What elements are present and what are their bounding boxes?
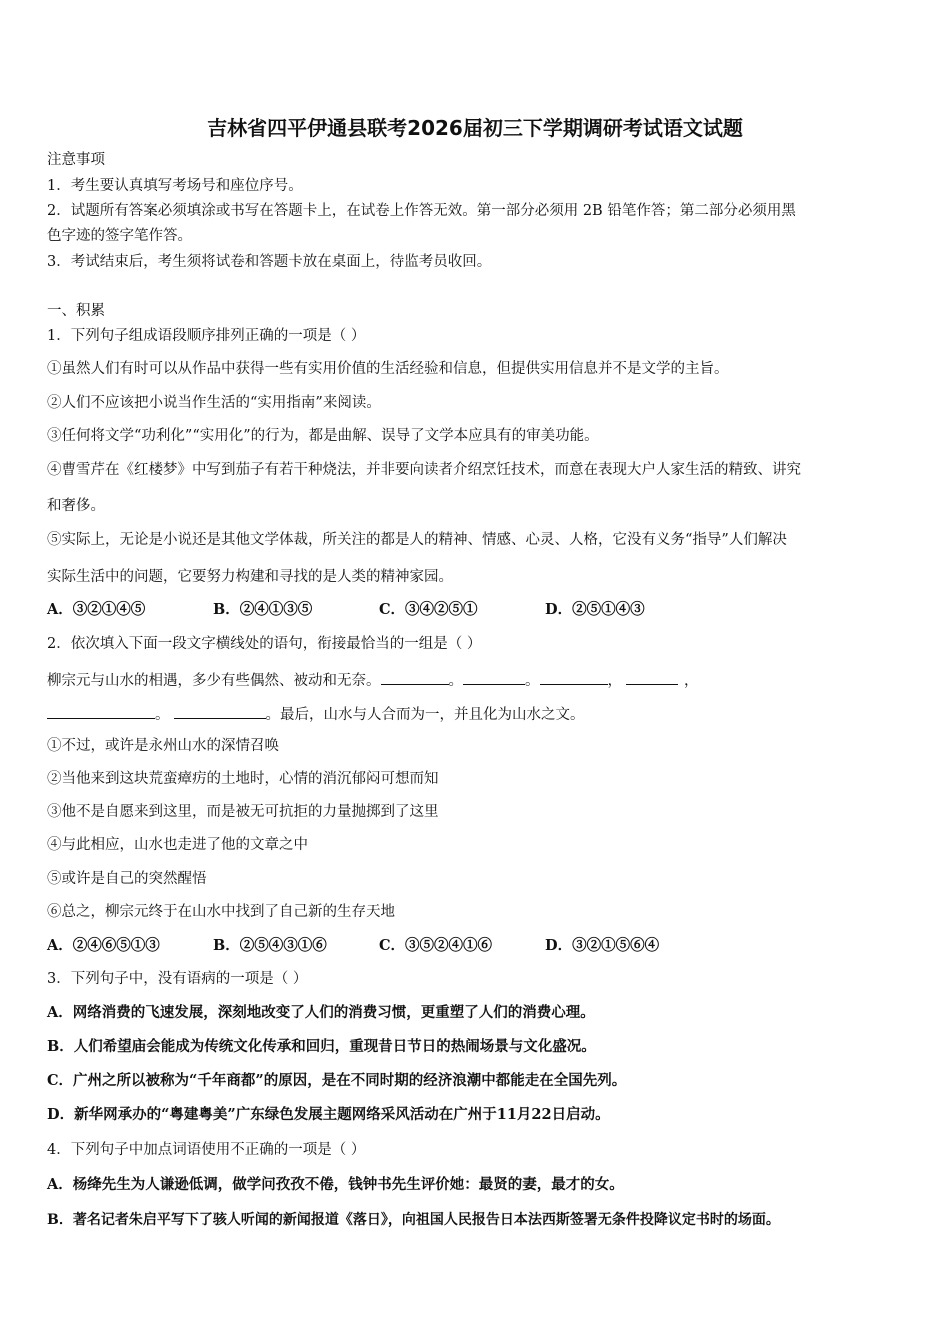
- q1-sentence: 和奢侈。: [47, 498, 105, 514]
- q4-option-b[interactable]: B．著名记者朱启平写下了骇人听闻的新闻报道《落日》，向祖国人民报告日本法西斯签署无条件投降议定书时的场面。: [47, 1212, 780, 1228]
- q2-stem: 2．依次填入下面一段文字横线处的语句，衔接最恰当的一组是（ ）: [47, 636, 482, 652]
- q2-option-c[interactable]: C．③⑤②④①⑥: [379, 937, 493, 954]
- separator: 。: [525, 673, 540, 689]
- q1-option-a[interactable]: A．③②①④⑤: [47, 601, 146, 618]
- separator: ，: [607, 673, 622, 689]
- fill-blank[interactable]: [381, 670, 449, 685]
- q3-option-c[interactable]: C．广州之所以被称为“千年商都”的原因，是在不同时期的经济浪潮中都能走在全国先列。: [47, 1072, 627, 1089]
- q2-passage-start: 柳宗元与山水的相遇，多少有些偶然、被动和无奈。: [47, 673, 381, 689]
- q2-item: ④与此相应，山水也走进了他的文章之中: [47, 837, 308, 853]
- q2-passage-line1: [47, 670, 699, 691]
- notice-item: 2．试题所有答案必须填涂或书写在答题卡上，在试卷上作答无效。第一部分必须用 2B 铅笔作答；第二部分必须用黑: [47, 203, 796, 219]
- q2-option-b[interactable]: B．②⑤④③①⑥: [213, 937, 327, 954]
- q2-item: ②当他来到这块荒蛮瘴疠的土地时，心情的消沉郁闷可想而知: [47, 771, 439, 787]
- q3-option-d[interactable]: D．新华网承办的“粤建粤美”广东绿色发展主题网络采风活动在广州于11月22日启动。: [47, 1106, 610, 1123]
- q3-option-a[interactable]: A．网络消费的飞速发展，深刻地改变了人们的消费习惯，更重塑了人们的消费心理。: [47, 1004, 595, 1021]
- q2-option-d[interactable]: D．③②①⑤⑥④: [545, 937, 660, 954]
- fill-blank[interactable]: [463, 670, 525, 685]
- q2-item: ③他不是自愿来到这里，而是被无可抗拒的力量抛掷到了这里: [47, 804, 439, 820]
- separator: 。: [448, 673, 463, 689]
- q1-option-d[interactable]: D．②⑤①④③: [545, 601, 645, 618]
- section-heading: 一、积累: [47, 303, 105, 319]
- q1-sentence: ②人们不应该把小说当作生活的“实用指南”来阅读。: [47, 395, 381, 411]
- q1-sentence: ④曹雪芹在《红楼梦》中写到茄子有若干种烧法，并非要向读者介绍烹饪技术，而意在表现大户人家生活的精致、讲究: [47, 462, 801, 478]
- q2-passage-line2: [47, 704, 585, 725]
- q3-option-b[interactable]: B．人们希望庙会能成为传统文化传承和回归，重现昔日节日的热闹场景与文化盛况。: [47, 1038, 596, 1055]
- q1-sentence: ⑤实际上，无论是小说还是其他文学体裁，所关注的都是人的精神、情感、心灵、人格，它没有义务“指导”人们解决: [47, 532, 787, 548]
- fill-blank[interactable]: [540, 670, 608, 685]
- notice-item: 色字迹的签字笔作答。: [47, 228, 192, 244]
- separator: 。: [155, 707, 170, 723]
- q4-option-a[interactable]: A．杨绛先生为人谦逊低调，做学问孜孜不倦，钱钟书先生评价她：最贤的妻，最才的女。: [47, 1176, 624, 1193]
- q2-passage-end: 。最后，山水与人合而为一，并且化为山水之文。: [265, 707, 585, 723]
- notice-item: 3．考试结束后，考生须将试卷和答题卡放在桌面上，待监考员收回。: [47, 254, 492, 270]
- q2-item: ①不过，或许是永州山水的深情召唤: [47, 738, 279, 754]
- q1-stem: 1．下列句子组成语段顺序排列正确的一项是（ ）: [47, 328, 366, 344]
- separator: ，: [684, 673, 699, 689]
- exam-title: 吉林省四平伊通县联考2026届初三下学期调研考试语文试题: [207, 116, 743, 140]
- q3-stem: 3．下列句子中，没有语病的一项是（ ）: [47, 971, 308, 987]
- q4-stem: 4．下列句子中加点词语使用不正确的一项是（ ）: [47, 1142, 366, 1158]
- fill-blank[interactable]: [626, 670, 678, 685]
- q2-options: [47, 936, 711, 956]
- q2-item: ⑥总之，柳宗元终于在山水中找到了自己新的生存天地: [47, 904, 395, 920]
- fill-blank[interactable]: [47, 704, 155, 719]
- q1-option-b[interactable]: B．②④①③⑤: [213, 601, 313, 618]
- q1-sentence: 实际生活中的问题，它要努力构建和寻找的是人类的精神家园。: [47, 569, 453, 585]
- q2-item: ⑤或许是自己的突然醒悟: [47, 871, 207, 887]
- q1-sentence: ①虽然人们有时可以从作品中获得一些有实用价值的生活经验和信息，但提供实用信息并不是文学的主旨。: [47, 361, 729, 377]
- fill-blank[interactable]: [174, 704, 266, 719]
- notice-item: 1．考生要认真填写考场号和座位序号。: [47, 178, 303, 194]
- q1-option-c[interactable]: C．③④②⑤①: [379, 601, 478, 618]
- q1-sentence: ③任何将文学“功利化”“实用化”的行为，都是曲解、误导了文学本应具有的审美功能。: [47, 428, 599, 444]
- q2-option-a[interactable]: A．②④⑥⑤①③: [47, 937, 160, 954]
- notice-heading: 注意事项: [47, 152, 105, 168]
- q1-options: [47, 600, 711, 620]
